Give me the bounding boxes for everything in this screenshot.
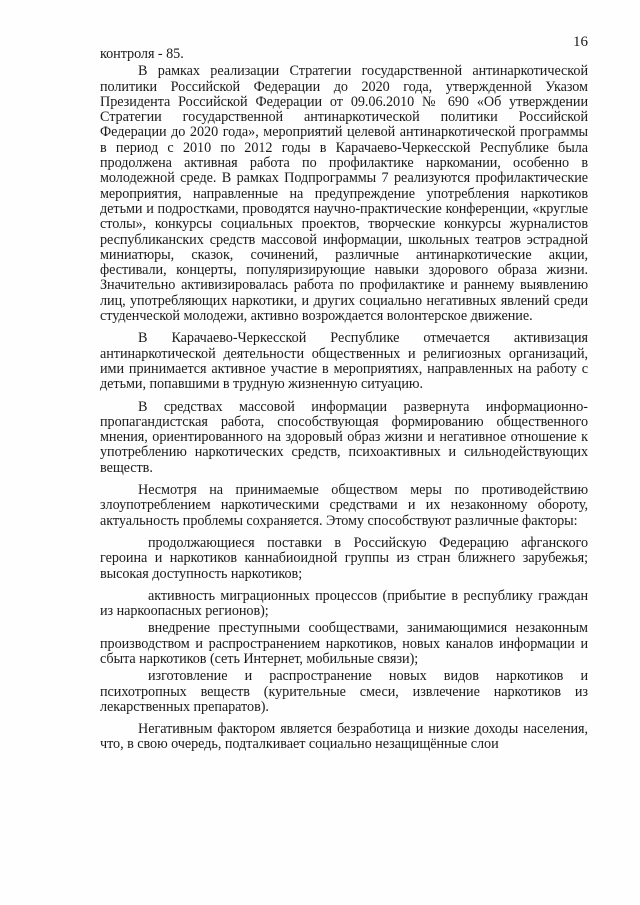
page-number: 16 <box>573 34 588 50</box>
list-item-channels: внедрение преступными сообществами, занимающимися незаконным производством и распространением наркотиков, новых каналов информации и сбыта наркотиков (сеть Интернет, мобильные связи); <box>100 620 588 667</box>
list-item-supply: продолжающиеся поставки в Российскую Федерацию афганского героина и наркотиков каннабиоидной группы из стран ближнего зарубежья; высокая доступность наркотиков; <box>100 534 588 582</box>
paragraph-strategy: В рамках реализации Стратегии государственной антинаркотической политики Российской Федерации до 2020 года, утвержденной Указом Президента Российской Федерации от 09.06.2010 № 690 «Об утверждении Стратегии государственной антинаркотической политики Российской Федерации до 2020 года», мероприятий целевой антинаркотической программы в период с 2010 по 2012 годы в Карачаево-Черкесской Республике была продолжена активная работа по профилактике наркомании, особенно в молодежной среде. В рамках Подпрограммы 7 реализуются профилактические мероприятия, направленные на предупреждение употребления наркотиков детьми и подростками, проводятся научно-практические конференции, «круглые столы», конкурсы социальных проектов, творческие конкурсы журналистов республиканских средств массовой информации, школьных театров эстрадной миниатюры, сказок, сочинений, различные антинаркотические акции, фестивали, концерты, популяризирующие навыки здорового образа жизни. Значительно активизировалась работа по профилактике и раннему выявлению лиц, употребляющих наркотики, и других социально негативных явлений среди студенческой молодежи, активно возрождается волонтерское движение. <box>100 63 588 325</box>
paragraph-unemployment: Негативным фактором является безработица и низкие доходы населения, что, в свою очередь, подталкивает социально незащищённые слои <box>100 721 588 753</box>
document-body <box>100 47 588 753</box>
paragraph-problem: Несмотря на принимаемые обществом меры по противодействию злоупотреблением наркотическими средствами и их незаконному обороту, актуальность проблемы сохраняется. Этому способствуют различные факторы: <box>100 482 588 529</box>
list-item-new-drugs: изготовление и распространение новых видов наркотиков и психотропных веществ (курительные смеси, извлечение наркотиков из лекарственных препаратов). <box>100 668 588 715</box>
paragraph-organizations: В Карачаево-Черкесской Республике отмечается активизация антинаркотической деятельности общественных и религиозных организаций, ими принимается активное участие в мероприятиях, направленных на работу с детьми, попавшими в трудную жизненную ситуацию. <box>100 330 588 393</box>
paragraph-continuation: контроля - 85. <box>100 46 184 62</box>
list-item-migration: активность миграционных процессов (прибытие в республику граждан из наркоопасных регионов); <box>100 587 588 620</box>
paragraph-media: В средствах массовой информации развернута информационно-пропагандистская работа, способствующая формированию общественного мнения, ориентированного на здоровый образ жизни и негативное отношение к употреблению наркотических средств, психоактивных и сильнодействующих веществ. <box>100 398 588 476</box>
